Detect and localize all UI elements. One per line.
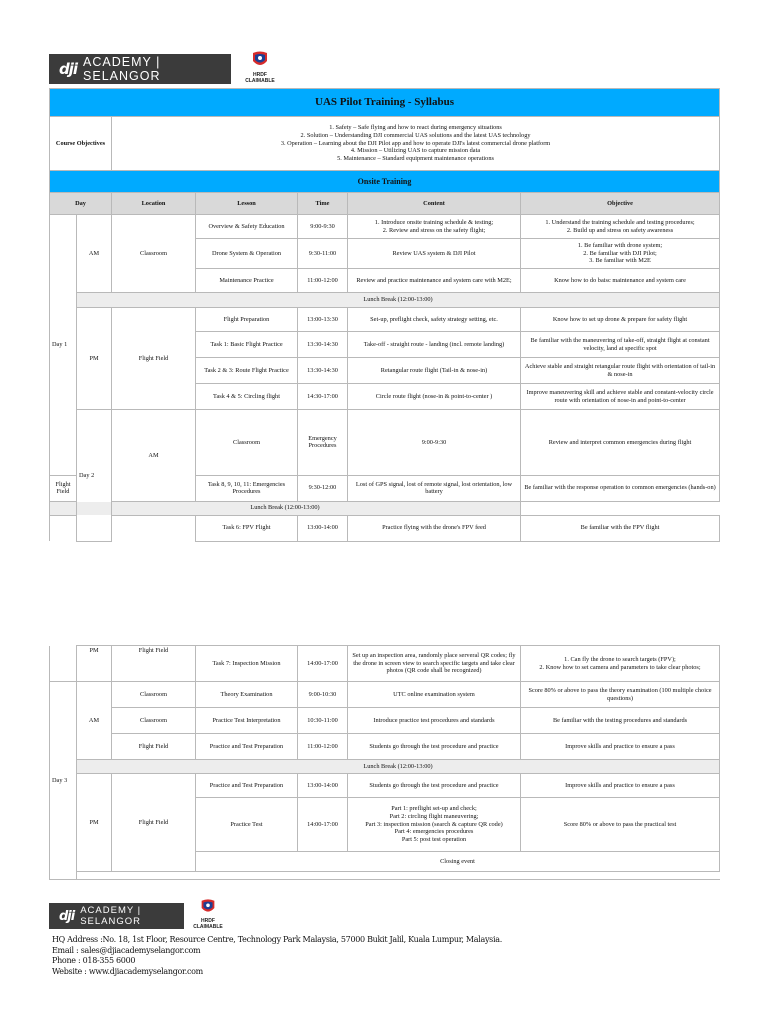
lunch-break: Lunch Break (12:00-13:00) (50, 501, 521, 515)
day-1-label: Day 1 (50, 215, 77, 476)
content-cell: Review and practice maintenance and system care with M2E; (348, 269, 521, 293)
day-2-label: Day 2 (77, 410, 112, 542)
logo-text: ACADEMY | SELANGOR (80, 905, 142, 927)
objective-line: 1. Be familiar with drone system; (577, 241, 663, 249)
content-cell (348, 215, 521, 239)
lesson-cell: Task 1: Basic Flight Practice (196, 332, 298, 358)
lunch-row (50, 501, 720, 515)
lesson-cell: Task 7: Inspection Mission (196, 646, 298, 682)
time-cell: 13:30-14:30 (298, 358, 348, 384)
table-row (50, 708, 720, 734)
column-header-content: Content (348, 193, 521, 215)
content-cell: Introduce practice test procedures and standards (348, 708, 521, 734)
table-row (50, 410, 720, 476)
table-row (50, 515, 720, 541)
course-objective: 1. Safety – Safe flying and how to react during emergency situations (329, 123, 502, 131)
time-cell: 11:00-12:00 (298, 734, 348, 760)
objective-cell: Improve skills and practice to ensure a pass (521, 734, 720, 760)
time-cell: 13:30-14:30 (298, 332, 348, 358)
time-cell: 14:00-17:00 (298, 646, 348, 682)
content-line: Part 3: inspection mission (search & capture QR code) (365, 820, 503, 828)
column-header-location: Location (112, 193, 196, 215)
table-row (50, 215, 720, 239)
hrdf-claimable-emblem-footer (193, 898, 223, 930)
content-cell: Set up an inspection area, randomly place serveral QR codes; fly the drone in screen view to search specific targets and take clear photos (QR code shall be recognized) (348, 646, 521, 682)
table-row (50, 682, 720, 708)
course-objectives-list (112, 117, 720, 171)
dji-logo-mark: dji (59, 60, 78, 78)
lesson-cell: Task 8, 9, 10, 11: Emergencies Procedures (196, 475, 298, 501)
location-flight-field: Flight Field (112, 646, 196, 682)
hrdf-claimable-emblem (245, 50, 275, 84)
content-cell: Practice flying with the drone's FPV feed (348, 515, 521, 541)
lunch-row (50, 293, 720, 308)
lesson-cell: Task 6: FPV Flight (196, 515, 298, 541)
lesson-cell: Practice and Test Preparation (196, 734, 298, 760)
objective-cell: Be familiar with the response operation to common emergencies (hands-on) (521, 475, 720, 501)
location-classroom: Classroom (112, 215, 196, 293)
content-cell: UTC online examination system (348, 682, 521, 708)
lesson-cell: Practice and Test Preparation (196, 774, 298, 798)
content-cell (348, 798, 521, 852)
hrdf-emblem-icon (198, 898, 218, 918)
content-line: Part 5: post test operation (401, 836, 467, 844)
location-cell: Classroom (196, 410, 298, 476)
location-cell: Flight Field (112, 734, 196, 760)
contact-footer (52, 935, 502, 977)
lesson-cell: Overview & Safety Education (196, 215, 298, 239)
content-cell: Lost of GPS signal, lost of remote signal, lost orientation, low battery (348, 475, 521, 501)
location-cell: Classroom (112, 708, 196, 734)
course-objective: 5. Maintenance – Standard equipment maintenance operations (337, 155, 494, 163)
hq-address: HQ Address :No. 18, 1st Floor, Resource Centre, Technology Park Malaysia, 57000 Bukit Jalil, Kuala Lumpur, Malaysia. (52, 935, 502, 944)
lesson-cell: Task 4 & 5: Circling flight (196, 384, 298, 410)
dji-academy-logo-footer (49, 903, 184, 929)
lesson-cell: Theory Examination (196, 682, 298, 708)
content-line: Part 4: emergencies procedures (394, 828, 474, 836)
objective-line: 3. Be familiar with M2E (589, 257, 651, 265)
objective-cell: Score 80% or above to pass the practical test (521, 798, 720, 852)
content-cell: Students go through the test procedure and practice (348, 774, 521, 798)
table-row (50, 646, 720, 682)
course-objective: 4. Mission – Utilizing UAS to capture mission data (350, 147, 481, 155)
course-objective: 2. Solution – Understanding DJI commercial UAS solutions and the latest UAS technology (300, 131, 531, 139)
lesson-cell: Drone System & Operation (196, 239, 298, 269)
time-cell: 9:30-11:00 (298, 239, 348, 269)
lesson-cell: Maintenance Practice (196, 269, 298, 293)
time-cell: 13:00-13:30 (298, 308, 348, 332)
syllabus-table-page-1 (49, 88, 720, 542)
objective-cell: Know how to set up drone & prepare for safety flight (521, 308, 720, 332)
column-header-day: Day (50, 193, 112, 215)
time-cell: 14:00-17:00 (298, 798, 348, 852)
table-row (50, 308, 720, 332)
objective-cell: Know how to do baisc maintenance and system care (521, 269, 720, 293)
session-pm: PM (77, 646, 112, 682)
location-flight-field: Flight Field (112, 774, 196, 872)
location-cell: Classroom (112, 682, 196, 708)
location-cell: Flight Field (50, 475, 77, 501)
objective-cell: Be familiar with the maneuvering of take-off, straight flight at constant velocity, land at specific spot (521, 332, 720, 358)
objective-line: 2. Build up and stress on safety awareness (566, 226, 674, 234)
content-line: Part 1: preflight set-up and check; (391, 804, 477, 812)
time-cell: 14:30-17:00 (298, 384, 348, 410)
content-line: 1. Introduce onsite training schedule & testing; (374, 218, 494, 226)
lesson-cell: Flight Preparation (196, 308, 298, 332)
content-line: 2. Review and stress on the safety flight; (382, 226, 486, 234)
content-cell: Retangular route flight (Tail-in & nose-in) (348, 358, 521, 384)
dji-academy-logo (49, 54, 231, 84)
day-3-label: Day 3 (50, 682, 77, 880)
objective-cell (521, 239, 720, 269)
table-row (50, 734, 720, 760)
content-cell: Take-off - straight route - landing (incl. remote landing) (348, 332, 521, 358)
location-flight-field: Flight Field (112, 308, 196, 410)
content-line: Part 2: circling flight maneuvering; (389, 812, 479, 820)
column-header-time: Time (298, 193, 348, 215)
claimable-text: CLAIMABLE (245, 78, 275, 84)
objective-cell: Be familiar with the testing procedures and standards (521, 708, 720, 734)
content-cell: Review and interpret common emergencies during flight (521, 410, 720, 476)
session-pm: PM (77, 774, 112, 872)
column-header-objective: Objective (521, 193, 720, 215)
claimable-text: CLAIMABLE (193, 924, 223, 930)
objective-line: 1. Understand the training schedule and testing procedures; (545, 218, 695, 226)
website-line[interactable]: Website : www.djiacademyselangor.com (52, 966, 203, 976)
syllabus-title: UAS Pilot Training - Syllabus (50, 89, 720, 117)
table-row (50, 774, 720, 798)
objective-cell (521, 215, 720, 239)
time-cell: 13:00-14:00 (298, 515, 348, 541)
syllabus-table-page-2 (49, 645, 720, 880)
objective-line: 2. Be familiar with DJI Pilot; (583, 249, 657, 257)
time-cell: 13:00-14:00 (298, 774, 348, 798)
objective-cell: Score 80% or above to pass the theory examination (100 multiple choice questions) (521, 682, 720, 708)
section-title: Onsite Training (50, 171, 720, 193)
time-cell: 9:00-9:30 (348, 410, 521, 476)
hrdf-small-text: HRDF (201, 918, 215, 924)
lunch-break: Lunch Break (12:00-13:00) (77, 293, 720, 308)
objective-line: 2. Know how to set camera and parameters to take clear photos; (539, 663, 701, 671)
hrdf-emblem-icon (249, 50, 271, 72)
logo-text: ACADEMY | SELANGOR (83, 55, 161, 83)
lesson-cell: Emergency Procedures (298, 410, 348, 476)
objective-cell: Improve maneuvering skill and achieve stable and constant-velocity circle route with orientation of nose-in and point-to-center (521, 384, 720, 410)
closing-event: Closing event (196, 852, 720, 872)
email-line[interactable]: Email : sales@djiacademyselangor.com (52, 945, 201, 955)
session-pm: PM (77, 308, 112, 410)
objective-cell: Achieve stable and straight retangular route flight with orientation of tail-in & nose-in (521, 358, 720, 384)
time-cell: 11:00-12:00 (298, 269, 348, 293)
content-cell: Circle route flight (nose-in & point-to-center ) (348, 384, 521, 410)
lunch-row (50, 760, 720, 774)
session-am: AM (77, 215, 112, 293)
objective-line: 1. Can fly the drone to search targets (FPV); (564, 655, 676, 663)
lesson-cell: Practice Test Interpretation (196, 708, 298, 734)
column-header-lesson: Lesson (196, 193, 298, 215)
content-cell: Set-up, preflight check, safety strategy setting, etc. (348, 308, 521, 332)
lunch-break: Lunch Break (12:00-13:00) (77, 760, 720, 774)
time-cell: 9:00-10:30 (298, 682, 348, 708)
time-cell: 9:00-9:30 (298, 215, 348, 239)
hrdf-small-text: HRDF (253, 72, 267, 78)
objective-cell: Improve skills and practice to ensure a pass (521, 774, 720, 798)
content-cell: Review UAS system & DJI Pilot (348, 239, 521, 269)
course-objectives-label: Course Objectives (50, 117, 112, 171)
lesson-cell: Practice Test (196, 798, 298, 852)
objective-cell: Be familiar with the FPV flight (521, 515, 720, 541)
course-objective: 3. Operation – Learning about the DJI Pilot app and how to operate DJI's latest commercial drone platform (280, 139, 551, 147)
session-am: AM (77, 682, 112, 760)
time-cell: 10:30-11:00 (298, 708, 348, 734)
dji-logo-mark: dji (59, 908, 75, 924)
session-am: AM (112, 410, 196, 502)
lesson-cell: Task 2 & 3: Route Flight Practice (196, 358, 298, 384)
phone-line: Phone : 018-355 6000 (52, 956, 136, 965)
content-cell: Students go through the test procedure and practice (348, 734, 521, 760)
time-cell: 9:30-12:00 (298, 475, 348, 501)
objective-cell (521, 646, 720, 682)
